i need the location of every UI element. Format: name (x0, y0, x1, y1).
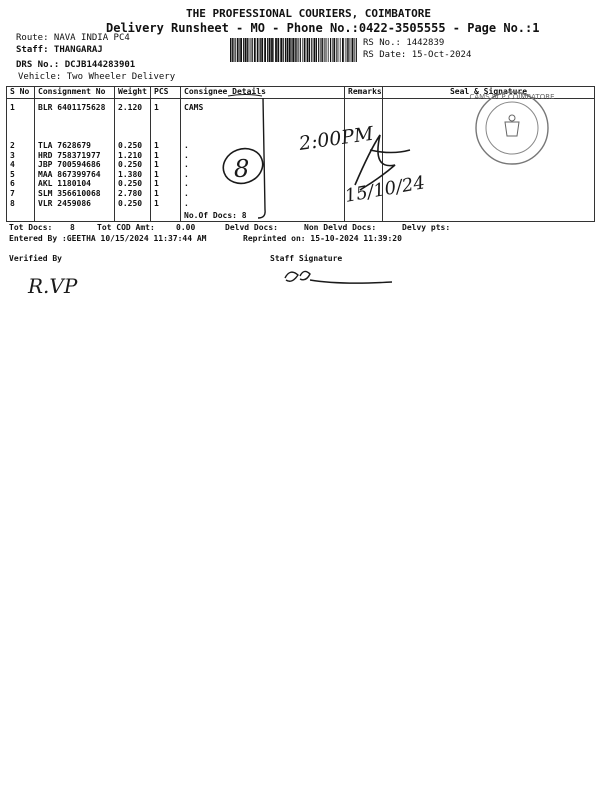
circled-digit: 8 (234, 155, 250, 183)
col-consignee: Consignee Details (181, 87, 345, 99)
reprinted-on: Reprinted on: 15-10-2024 11:39:20 (243, 234, 402, 243)
col-consignment: Consignment No (35, 87, 115, 99)
runsheet-title: Delivery Runsheet - MO - Phone No.:0422-3505555 - Page No.:1 (106, 21, 540, 35)
details-underline (228, 95, 262, 97)
tot-docs-value: 8 (70, 223, 75, 232)
table-row-pcs: 1 (154, 188, 159, 198)
table-row-sno: 5 (10, 169, 15, 179)
table-row-consignment: TLA 7628679 (38, 141, 91, 150)
table-row-sno: 4 (10, 160, 15, 170)
col-weight: Weight (115, 87, 151, 99)
sno-1: 1 (10, 103, 15, 112)
non-delvd-docs: Non Delvd Docs: (304, 223, 377, 232)
seal-text: CAMS BCP COIMBATORE (469, 93, 555, 101)
table-row-weight: 0.250 (118, 179, 143, 189)
table-row-pcs: 1 (154, 141, 159, 150)
table-row-consignment: HRD 758371977 (38, 150, 101, 160)
table-row-consignee: . (184, 179, 189, 189)
weight-1: 2.120 (118, 103, 143, 112)
col-pcs: PCS (151, 87, 181, 99)
table-row-pcs: 1 (154, 198, 159, 208)
table-row-weight: 0.250 (118, 160, 143, 170)
table-row-consignment: VLR 2459086 (38, 198, 91, 208)
no-of-docs: No.Of Docs: 8 (184, 211, 247, 221)
delvd-docs: Delvd Docs: (225, 223, 278, 232)
table-row-consignee: . (184, 150, 189, 160)
table-row-sno: 8 (10, 198, 15, 208)
col-remarks: Remarks (345, 87, 383, 99)
table-row-consignee: . (184, 188, 189, 198)
table-row-consignment: JBP 700594686 (38, 160, 101, 170)
table-row-sno: 3 (10, 150, 15, 160)
rs-date: RS Date: 15-Oct-2024 (363, 50, 472, 60)
verified-by-label: Verified By (9, 254, 62, 263)
route: Route: NAVA INDIA PC4 (16, 33, 130, 43)
staff-signature-label: Staff Signature (270, 254, 343, 263)
tot-docs-label: Tot Docs: (9, 223, 53, 232)
company-name: THE PROFESSIONAL COURIERS, COIMBATORE (186, 7, 432, 20)
table-row-weight: 2.780 (118, 188, 143, 198)
tot-cod-label: Tot COD Amt: (97, 223, 155, 232)
handwritten-date: 15/10/24 (343, 172, 427, 207)
consignment-1: BLR 6401175628 (38, 103, 106, 112)
table-row-consignee: . (184, 160, 189, 170)
table-row-consignment: AKL 1180104 (38, 179, 91, 189)
consignee-1: CAMS (184, 103, 204, 112)
pcs-1: 1 (154, 103, 159, 112)
table-row-pcs: 1 (154, 169, 159, 179)
col-sno: S No (7, 87, 35, 99)
table-row-sno: 2 (10, 141, 15, 150)
table-row-consignee: . (184, 141, 189, 150)
staff: Staff: THANGARAJ (16, 45, 103, 55)
table-row-pcs: 1 (154, 160, 159, 170)
entered-by: Entered By :GEETHA 10/15/2024 11:37:44 AM (9, 234, 207, 243)
table-row-weight: 0.250 (118, 141, 143, 150)
rs-number: RS No.: 1442839 (363, 38, 445, 48)
staff-signature-mark (285, 271, 392, 283)
table-row-sno: 6 (10, 179, 15, 189)
table-row-consignee: . (184, 198, 189, 208)
vehicle: Vehicle: Two Wheeler Delivery (18, 72, 176, 82)
tot-cod-value: 0.00 (176, 223, 196, 232)
table-row-weight: 1.380 (118, 169, 143, 179)
handwritten-time: 2:00PM (297, 122, 375, 155)
drs-number: DRS No.: DCJB144283901 (16, 60, 136, 70)
table-row-weight: 0.250 (118, 198, 143, 208)
table-row-consignment: MAA 867399764 (38, 169, 101, 179)
company-seal-stamp (469, 92, 554, 164)
handwriting-layer (0, 0, 600, 320)
table-row-pcs: 1 (154, 179, 159, 189)
table-row-sno: 7 (10, 188, 15, 198)
table-row-pcs: 1 (154, 150, 159, 160)
table-row-consignment: SLM 356610068 (38, 188, 101, 198)
verified-initials: R.VP (28, 274, 78, 298)
delvy-pts: Delvy pts: (402, 223, 451, 232)
col-seal: Seal & Signature (383, 87, 595, 99)
table-row-consignee: . (184, 169, 189, 179)
table-row-weight: 1.210 (118, 150, 143, 160)
